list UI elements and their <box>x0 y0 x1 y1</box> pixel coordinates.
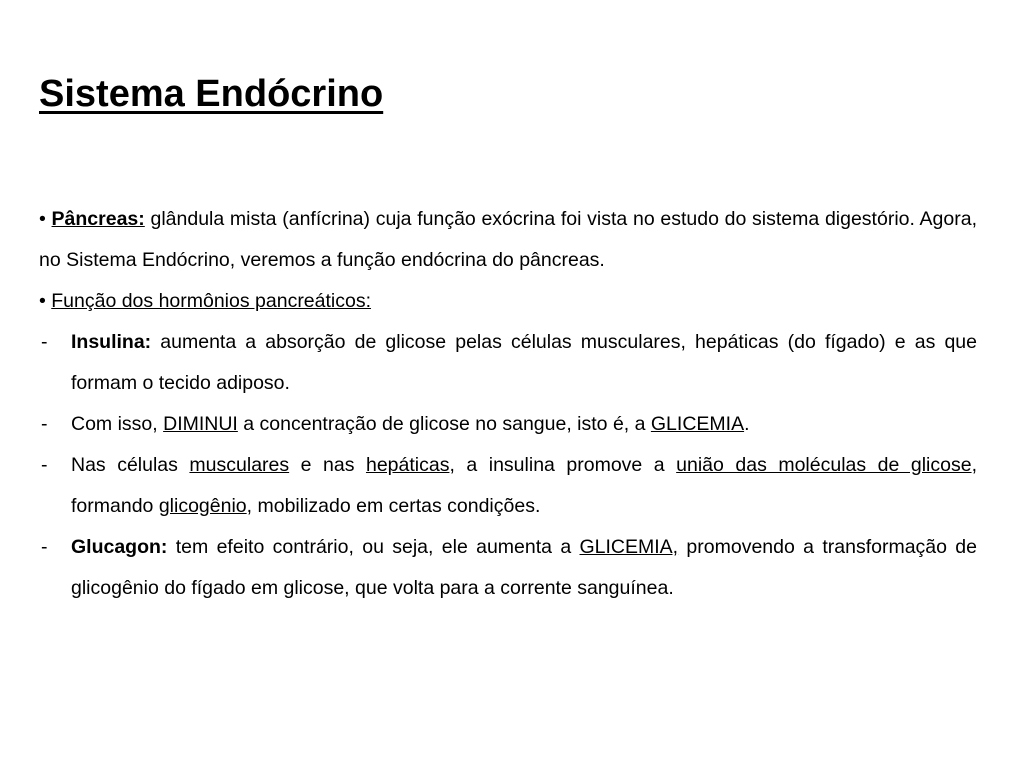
celulas-item <box>39 445 977 527</box>
bullet-icon: • <box>39 208 46 230</box>
celulas-text-4: , formando <box>71 454 977 517</box>
celulas-text-1: Nas células <box>71 454 190 476</box>
glicemia-keyword-2: GLICEMIA, <box>579 536 679 558</box>
glucagon-label: Glucagon: <box>71 536 168 558</box>
glicemia-keyword: GLICEMIA <box>650 413 745 435</box>
pancreas-label: Pâncreas: <box>51 208 145 230</box>
insulina-label: Insulina: <box>71 331 152 353</box>
celulas-text-5: , mobilizado em certas condições. <box>246 495 541 517</box>
dash-icon: - <box>41 413 48 435</box>
glicogenio-keyword: glicogênio <box>158 495 247 517</box>
celulas-text-2: e nas <box>289 454 366 476</box>
glucagon-text-2: promovendo a transformação de glicogênio do fígado em glicose, que volta para a corrente sanguínea. <box>71 536 977 599</box>
glucagon-text-1: tem efeito contrário, ou seja, ele aumenta a <box>167 536 580 558</box>
musculares-keyword: musculares <box>189 454 290 476</box>
dash-icon: - <box>41 331 48 353</box>
diminui-keyword: DIMINUI <box>163 413 238 435</box>
celulas-text-3: , a insulina promove a <box>449 454 677 476</box>
slide-body <box>39 199 977 609</box>
pancreas-text: glândula mista (anfícrina) cuja função exócrina foi vista no estudo do sistema digestório. Agora, no Sistema Endócrino, veremos a função endócrina do pâncreas. <box>39 208 978 271</box>
pancreas-paragraph <box>39 199 977 281</box>
dash-icon: - <box>41 536 48 558</box>
glucagon-item <box>39 527 977 609</box>
hepaticas-keyword: hepáticas <box>365 454 450 476</box>
diminui-text-1: Com isso, <box>71 413 164 435</box>
dash-icon: - <box>41 454 48 476</box>
diminui-text-3: . <box>744 413 750 435</box>
insulina-text: aumenta a absorção de glicose pelas células musculares, hepáticas (do fígado) e as que formam o tecido adiposo. <box>71 331 977 394</box>
uniao-keyword: união das moléculas de glicose <box>676 454 972 476</box>
hormonios-label: Função dos hormônios pancreáticos: <box>51 290 372 312</box>
bullet-icon: • <box>39 290 46 312</box>
hormonios-heading <box>39 281 977 322</box>
slide-title: Sistema Endócrino <box>39 73 384 115</box>
diminui-text-2: a concentração de glicose no sangue, isto é, a <box>237 413 651 435</box>
insulina-item <box>39 322 977 404</box>
diminui-item <box>39 404 977 445</box>
